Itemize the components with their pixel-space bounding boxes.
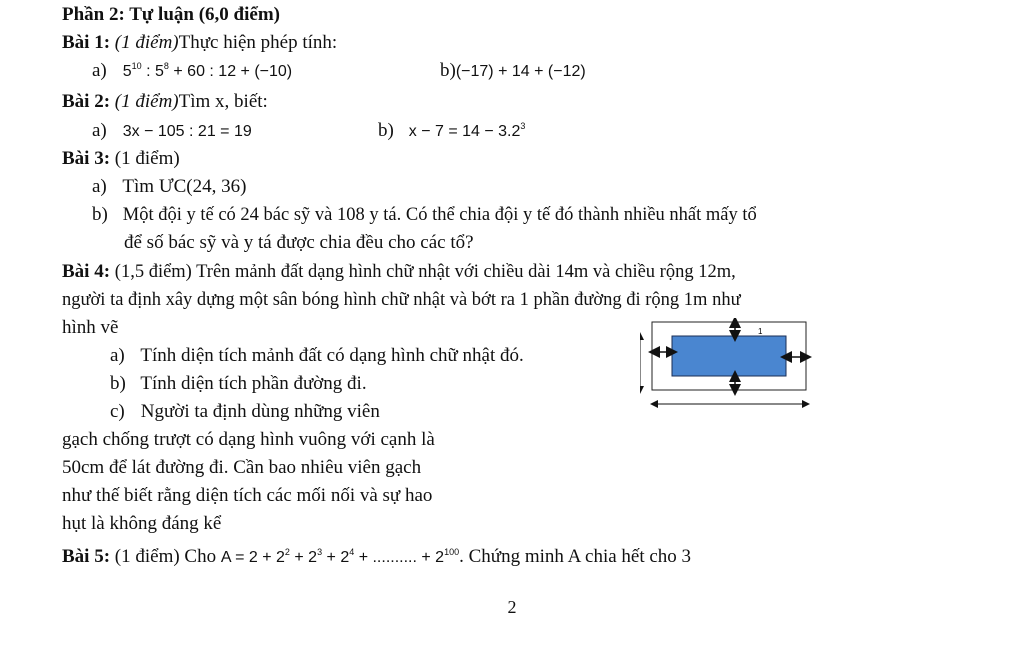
bai4-text1: (1,5 điểm) Trên mảnh đất dạng hình chữ nhật với chiều dài 14m và chiều rộng 12m, <box>114 262 736 282</box>
bai2-b-label: b) <box>378 120 394 141</box>
bai5-text-pre: (1 điểm) Cho <box>114 546 221 567</box>
bai5-head: Bài 5: <box>62 546 111 567</box>
bai4-c-text2: gạch chống trượt có dạng hình vuông với cạnh là <box>62 429 435 450</box>
bai1-a-expr: $5^{10}$ : $5^8 + 60$ : 12 + (−10) <box>122 61 293 80</box>
bai1-text: Thực hiện phép tính: <box>178 32 338 53</box>
bai4-c <box>110 400 380 424</box>
bai4-c-text3: 50cm để lát đường đi. Cần bao nhiêu viên gạch <box>62 457 422 478</box>
bai1-points: (1 điểm) <box>114 32 179 53</box>
bai4-c-text4: như thế biết rằng diện tích các mối nối và sự hao <box>62 485 433 506</box>
bai4-line1 <box>62 260 736 284</box>
bai3-a-label: a) <box>92 176 107 197</box>
bai1-header <box>62 31 337 55</box>
page-number: 2 <box>507 597 517 617</box>
bai4-text2: người ta định xây dựng một sân bóng hình chữ nhật và bớt ra 1 phần đường đi rộng 1m như <box>62 290 741 310</box>
bai3-b-label: b) <box>92 204 108 225</box>
bai4-b-text: Tính diện tích phần đường đi. <box>140 373 367 394</box>
path-width-label: 1 <box>758 327 763 336</box>
bai4-a-label: a) <box>110 345 125 366</box>
bai2-b-expr: $x - 7 = 14 - 3.2^3$ <box>408 121 526 140</box>
bai4-a <box>110 344 524 368</box>
bai3-header <box>62 147 180 171</box>
bai5-expr: $A = 2 + 2^2 + 2^3 + 2^4$ + .......... + $2^{100}$ <box>220 547 460 566</box>
bai3-a <box>92 175 246 199</box>
bai3-b-text1: Một đội y tế có 24 bác sỹ và 108 y tá. Có thể chia đội y tế đó thành nhiều nhất mấy tổ <box>122 205 757 225</box>
bai5 <box>62 545 691 570</box>
bai1-a <box>92 59 292 84</box>
bai4-text3: hình vẽ <box>62 317 119 338</box>
bai3-points: (1 điểm) <box>114 148 180 169</box>
bai2-points: (1 điểm) <box>114 91 179 112</box>
bai2-header <box>62 90 268 114</box>
bai4-head: Bài 4: <box>62 261 111 282</box>
bai1-b-label: b) <box>440 60 456 81</box>
bai1-b-expr: (−17) + 14 + (−12) <box>455 63 586 80</box>
bai3-b-text2: để số bác sỹ và y tá được chia đều cho các tổ? <box>124 232 474 253</box>
part-title: Phần 2: Tự luận (6,0 điểm) <box>62 4 280 25</box>
bai3-head: Bài 3: <box>62 148 111 169</box>
bai2-a-label: a) <box>92 120 107 141</box>
bai2-b <box>378 119 525 144</box>
soccer-field-rect <box>672 336 786 376</box>
bai4-c-label: c) <box>110 401 125 422</box>
bai4-b-label: b) <box>110 373 126 394</box>
field-diagram <box>640 318 820 414</box>
bai3-b <box>92 203 757 227</box>
bai1-head: Bài 1: <box>62 32 111 53</box>
bai5-text-post: . Chứng minh A chia hết cho 3 <box>459 546 692 567</box>
bai2-head: Bài 2: <box>62 91 111 112</box>
bai4-b <box>110 372 367 396</box>
bai4-c-text5: hụt là không đáng kể <box>62 513 222 534</box>
bai2-a-expr: 3x − 105 : 21 = 19 <box>122 123 252 140</box>
bai2-a <box>92 119 252 144</box>
bai1-a-label: a) <box>92 60 107 81</box>
bai1-b <box>440 59 586 84</box>
bai4-c-text1: Người ta định dùng những viên <box>140 401 380 422</box>
bai2-text: Tìm x, biết: <box>178 91 268 112</box>
bai3-a-text: Tìm ƯC(24, 36) <box>122 176 247 197</box>
bai4-a-text: Tính diện tích mảnh đất có dạng hình chữ nhật đó. <box>140 345 524 366</box>
